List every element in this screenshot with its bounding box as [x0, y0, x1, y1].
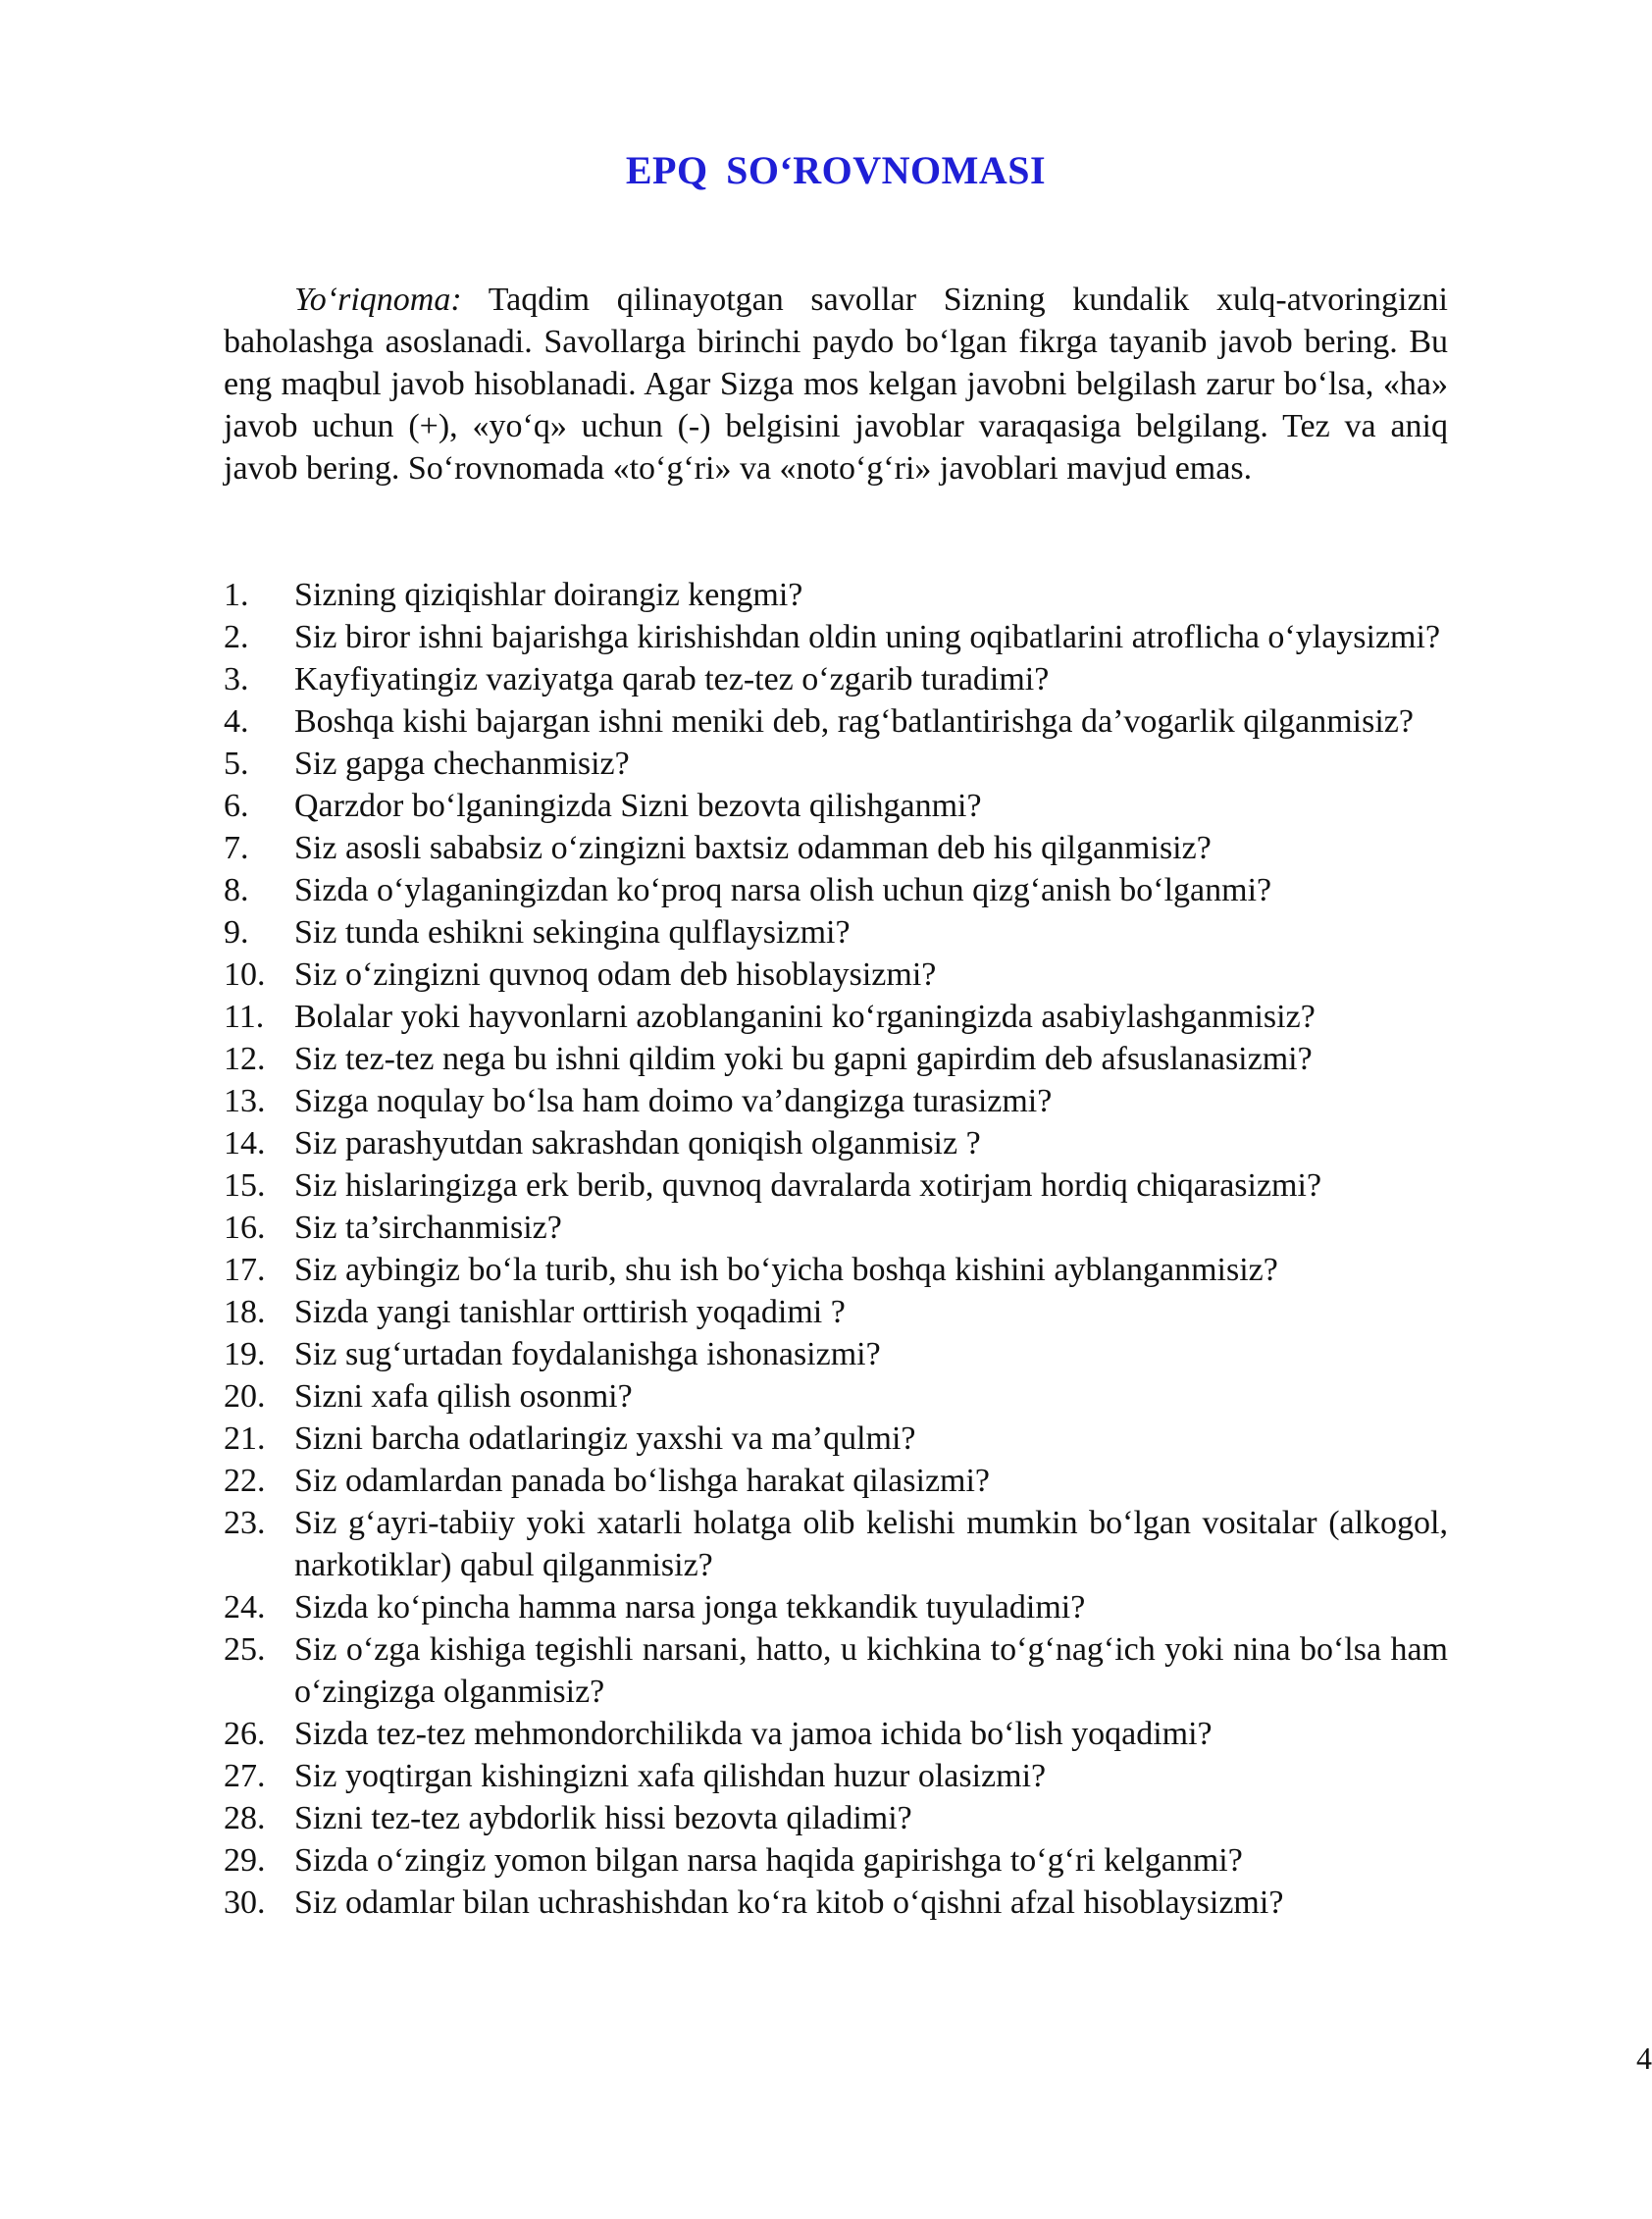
question-number: 5.	[224, 746, 249, 782]
question-item	[224, 1755, 1448, 1797]
question-text: Siz asosli sababsiz o‘zingizni baxtsiz odamman deb his qilganmisiz?	[294, 830, 1212, 866]
question-item	[224, 1038, 1448, 1080]
question-text: Boshqa kishi bajargan ishni meniki deb, rag‘batlantirishga da’vogarlik qilganmisiz?	[294, 703, 1414, 740]
question-number: 26.	[224, 1716, 266, 1752]
question-item	[224, 616, 1448, 658]
question-item	[224, 743, 1448, 785]
question-item	[224, 1882, 1448, 1924]
instructions-text: Taqdim qilinayotgan savollar Sizning kundalik xulq-atvoringizni baholashga asoslanadi. Savollarga birinchi paydo bo‘lgan fikrga tayanib javob bering. Bu eng maqbul javob hisoblanadi. Agar Sizga mos kelgan javobni belgilash zarur bo‘lsa, «ha» javob uchun (+), «yo‘q» uchun (-) belgisini javoblar varaqasiga belgilang. Tez va aniq javob bering. So‘rovnomada «to‘g‘ri» va «noto‘g‘ri» javoblari mavjud emas.	[224, 282, 1448, 487]
question-item	[224, 1502, 1448, 1586]
question-item	[224, 869, 1448, 911]
question-number: 14.	[224, 1125, 266, 1161]
question-text: Sizni xafa qilish osonmi?	[294, 1378, 633, 1415]
question-text: Kayfiyatingiz vaziyatga qarab tez-tez o‘zgarib turadimi?	[294, 661, 1050, 697]
question-text: Siz aybingiz bo‘la turib, shu ish bo‘yicha boshqa kishini ayblanganmisiz?	[294, 1252, 1278, 1288]
question-text: Sizning qiziqishlar doirangiz kengmi?	[294, 577, 803, 613]
question-text: Sizni tez-tez aybdorlik hissi bezovta qiladimi?	[294, 1800, 912, 1836]
question-item	[224, 911, 1448, 954]
question-number: 7.	[224, 830, 249, 866]
question-text: Siz gapga chechanmisiz?	[294, 746, 630, 782]
question-item	[224, 1586, 1448, 1628]
question-number: 20.	[224, 1378, 266, 1415]
question-text: Sizga noqulay bo‘lsa ham doimo va’dangizga turasizmi?	[294, 1083, 1053, 1119]
question-number: 6.	[224, 788, 249, 824]
question-number: 17.	[224, 1252, 266, 1288]
question-text: Siz sug‘urtadan foydalanishga ishonasizmi?	[294, 1336, 881, 1372]
question-item	[224, 1207, 1448, 1249]
question-text: Sizda o‘ylaganingizdan ko‘proq narsa olish uchun qizg‘anish bo‘lganmi?	[294, 872, 1272, 908]
question-number: 27.	[224, 1758, 266, 1794]
question-item	[224, 1164, 1448, 1207]
question-number: 2.	[224, 619, 249, 655]
question-text: Sizni barcha odatlaringiz yaxshi va ma’qulmi?	[294, 1420, 916, 1457]
question-text: Sizda ko‘pincha hamma narsa jonga tekkandik tuyuladimi?	[294, 1589, 1086, 1626]
question-item	[224, 1797, 1448, 1839]
question-number: 15.	[224, 1167, 266, 1204]
question-text: Sizda tez-tez mehmondorchilikda va jamoa ichida bo‘lish yoqadimi?	[294, 1716, 1213, 1752]
question-number: 21.	[224, 1420, 266, 1457]
question-item	[224, 1291, 1448, 1333]
question-text: Siz g‘ayri-tabiiy yoki xatarli holatga olib kelishi mumkin bo‘lgan vositalar (alkogol, narkotiklar) qabul qilganmisiz?	[294, 1505, 1448, 1583]
question-item	[224, 954, 1448, 996]
question-number: 12.	[224, 1041, 266, 1077]
question-number: 11.	[224, 999, 265, 1035]
page-title: EPQ SO‘ROVNOMASI	[625, 148, 1047, 192]
question-item	[224, 1122, 1448, 1164]
question-text: Siz ta’sirchanmisiz?	[294, 1210, 562, 1246]
question-item	[224, 827, 1448, 869]
question-text: Siz odamlardan panada bo‘lishga harakat qilasizmi?	[294, 1463, 991, 1499]
question-number: 23.	[224, 1505, 266, 1541]
question-number: 29.	[224, 1842, 266, 1879]
question-item	[224, 658, 1448, 700]
question-item	[224, 1839, 1448, 1882]
question-text: Siz o‘zga kishiga tegishli narsani, hatto, u kichkina to‘g‘nag‘ich yoki nina bo‘lsa ham o‘zingizga olganmisiz?	[294, 1631, 1448, 1710]
question-text: Siz yoqtirgan kishingizni xafa qilishdan huzur olasizmi?	[294, 1758, 1047, 1794]
question-number: 10.	[224, 956, 266, 993]
question-number: 25.	[224, 1631, 266, 1668]
question-text: Siz parashyutdan sakrashdan qoniqish olganmisiz ?	[294, 1125, 981, 1161]
question-text: Siz tunda eshikni sekingina qulflaysizmi?	[294, 914, 851, 951]
question-text: Siz o‘zingizni quvnoq odam deb hisoblaysizmi?	[294, 956, 937, 993]
question-number: 19.	[224, 1336, 266, 1372]
instructions-paragraph	[224, 279, 1448, 490]
question-item	[224, 1460, 1448, 1502]
instructions-label: Yo‘riqnoma:	[294, 282, 462, 318]
question-item	[224, 1418, 1448, 1460]
question-item	[224, 1080, 1448, 1122]
question-text: Bolalar yoki hayvonlarni azoblanganini ko‘rganingizda asabiylashganmisiz?	[294, 999, 1316, 1035]
question-text: Siz odamlar bilan uchrashishdan ko‘ra kitob o‘qishni afzal hisoblaysizmi?	[294, 1884, 1284, 1921]
page-number: 4	[1636, 2040, 1652, 2076]
question-list	[224, 574, 1448, 1924]
question-number: 13.	[224, 1083, 266, 1119]
question-number: 24.	[224, 1589, 266, 1626]
question-item	[224, 1333, 1448, 1375]
question-text: Siz hislaringizga erk berib, quvnoq davralarda xotirjam hordiq chiqarasizmi?	[294, 1167, 1322, 1204]
question-number: 9.	[224, 914, 249, 951]
question-item	[224, 1249, 1448, 1291]
question-number: 3.	[224, 661, 249, 697]
question-item	[224, 1628, 1448, 1713]
question-text: Sizda yangi tanishlar orttirish yoqadimi ?	[294, 1294, 846, 1330]
question-number: 1.	[224, 577, 249, 613]
question-number: 30.	[224, 1884, 266, 1921]
question-item	[224, 574, 1448, 616]
question-text: Siz tez-tez nega bu ishni qildim yoki bu gapni gapirdim deb afsuslanasizmi?	[294, 1041, 1313, 1077]
question-number: 28.	[224, 1800, 266, 1836]
question-item	[224, 1375, 1448, 1418]
question-text: Siz biror ishni bajarishga kirishishdan oldin uning oqibatlarini atroflicha o‘ylaysizmi?	[294, 619, 1441, 655]
question-item	[224, 785, 1448, 827]
question-number: 8.	[224, 872, 249, 908]
question-item	[224, 1713, 1448, 1755]
question-number: 22.	[224, 1463, 266, 1499]
question-number: 4.	[224, 703, 249, 740]
question-text: Sizda o‘zingiz yomon bilgan narsa haqida gapirishga to‘g‘ri kelganmi?	[294, 1842, 1243, 1879]
question-number: 18.	[224, 1294, 266, 1330]
question-item	[224, 996, 1448, 1038]
question-text: Qarzdor bo‘lganingizda Sizni bezovta qilishganmi?	[294, 788, 982, 824]
question-item	[224, 700, 1448, 743]
question-number: 16.	[224, 1210, 266, 1246]
